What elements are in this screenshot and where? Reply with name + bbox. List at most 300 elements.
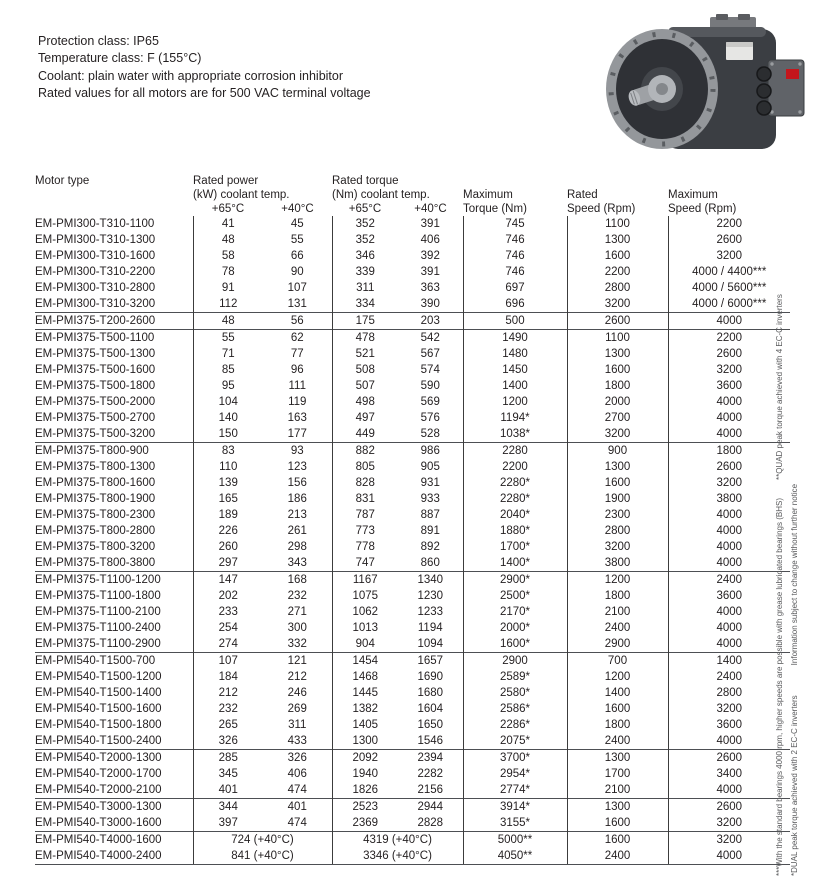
max-speed-cell: 2600 [668, 459, 790, 475]
rated-speed-cell: 2700 [567, 410, 668, 426]
power-65-cell: 41 [193, 216, 263, 232]
power-40-cell: 96 [290, 364, 304, 376]
power-65-cell: 48 [193, 313, 263, 330]
torque-40-cell: 528 [420, 428, 440, 440]
motor-type-cell: EM-PMI540-T2000-1700 [35, 768, 162, 780]
power-40-cell: 123 [287, 461, 307, 473]
power-40-cell: 66 [290, 250, 304, 262]
motor-type-cell: EM-PMI300-T310-1300 [35, 234, 156, 246]
power-65-cell: 202 [193, 588, 263, 604]
torque-merged-cell: 3346 (+40°C) [332, 848, 463, 865]
table-row [35, 717, 790, 733]
max-speed-cell: 1400 [668, 653, 790, 670]
table-row [35, 264, 790, 280]
max-speed-cell: 3200 [668, 815, 790, 832]
power-40-cell: 271 [287, 606, 307, 618]
motor-type-cell: EM-PMI540-T4000-2400 [35, 848, 193, 865]
rated-speed-cell: 1300 [567, 459, 668, 475]
max-speed-cell: 4000 [668, 636, 790, 653]
rated-speed-cell: 2400 [567, 733, 668, 750]
motor-type-cell: EM-PMI375-T800-3800 [35, 557, 156, 569]
motor-type-cell: EM-PMI540-T2000-2100 [35, 784, 162, 796]
power-40-cell: 107 [287, 282, 307, 294]
torque-40-cell: 1604 [417, 703, 444, 715]
max-torque-cell: 1450 [463, 362, 567, 378]
motor-type-cell: EM-PMI375-T500-3200 [35, 428, 156, 440]
footnote-column-1 [775, 294, 785, 876]
rated-speed-cell: 1900 [567, 491, 668, 507]
torque-65-cell: 508 [332, 362, 398, 378]
rated-speed-cell: 2400 [567, 620, 668, 636]
torque-65-cell: 1468 [332, 669, 398, 685]
table-row [35, 588, 790, 604]
table-row [35, 685, 790, 701]
motor-type-cell: EM-PMI375-T1100-1800 [35, 590, 161, 602]
max-torque-cell: 2774* [463, 782, 567, 799]
power-65-cell: 297 [193, 555, 263, 572]
rated-speed-cell: 1300 [567, 346, 668, 362]
col-subheader-torque-unit: (Nm) coolant temp. [332, 189, 430, 201]
power-65-cell: 344 [193, 799, 263, 816]
max-speed-cell: 4000 [668, 555, 790, 572]
max-speed-cell: 4000 [668, 410, 790, 426]
max-speed-cell: 1800 [668, 443, 790, 460]
max-speed-cell: 4000 [668, 523, 790, 539]
table-row [35, 491, 790, 507]
table-row [35, 330, 790, 347]
motor-type-cell: EM-PMI375-T500-1800 [35, 380, 156, 392]
max-torque-cell: 2040* [463, 507, 567, 523]
motor-product-photo [598, 12, 813, 167]
table-row [35, 572, 790, 589]
max-speed-cell: 4000 [668, 848, 790, 865]
max-speed-cell: 3600 [668, 378, 790, 394]
torque-40-cell: 1650 [417, 719, 444, 731]
max-speed-cell: 2400 [668, 669, 790, 685]
table-row [35, 475, 790, 491]
rated-speed-cell: 1600 [567, 475, 668, 491]
torque-65-cell: 882 [332, 443, 398, 460]
max-torque-cell: 3914* [463, 799, 567, 816]
motor-hub-center [656, 83, 668, 95]
torque-65-cell: 497 [332, 410, 398, 426]
motor-type-cell: EM-PMI375-T800-1900 [35, 493, 156, 505]
table-row [35, 701, 790, 717]
torque-40-cell: 2156 [417, 784, 444, 796]
max-torque-cell: 2075* [463, 733, 567, 750]
max-speed-cell: 3200 [668, 832, 790, 849]
power-65-cell: 71 [193, 346, 263, 362]
max-torque-cell: 2500* [463, 588, 567, 604]
table-row [35, 426, 790, 443]
table-row [35, 378, 790, 394]
torque-65-cell: 787 [332, 507, 398, 523]
power-65-cell: 345 [193, 766, 263, 782]
torque-40-cell: 576 [420, 412, 440, 424]
table-row [35, 848, 790, 865]
torque-40-cell: 203 [398, 313, 463, 330]
power-65-cell: 254 [193, 620, 263, 636]
motor-type-cell: EM-PMI375-T1100-1200 [35, 572, 193, 589]
torque-65-cell: 831 [332, 491, 398, 507]
table-row [35, 555, 790, 572]
rated-speed-cell: 2800 [567, 280, 668, 296]
power-40-cell: 232 [287, 590, 307, 602]
rated-speed-cell: 2100 [567, 604, 668, 620]
max-torque-cell: 1038* [463, 426, 567, 443]
rated-speed-cell: 3800 [567, 555, 668, 572]
motor-illustration [598, 12, 813, 167]
power-40-cell: 401 [263, 799, 332, 816]
footnote-column-2 [790, 484, 800, 876]
motor-type-cell: EM-PMI540-T1500-1600 [35, 703, 162, 715]
motor-type-cell: EM-PMI375-T800-2800 [35, 525, 156, 537]
power-65-cell: 104 [193, 394, 263, 410]
col-header-power-40: +40°C [281, 203, 314, 215]
temperature-class-line: Temperature class: F (155°C) [38, 51, 202, 66]
motor-junction-box [757, 60, 804, 116]
max-torque-cell: 746 [463, 264, 567, 280]
table-row [35, 832, 790, 849]
power-40-cell: 45 [290, 218, 304, 230]
power-40-cell: 55 [290, 234, 304, 246]
torque-65-cell: 1167 [332, 572, 398, 589]
rated-speed-cell: 2400 [567, 848, 668, 865]
col-header-rated-torque: Rated torque [332, 175, 399, 187]
torque-40-cell: 931 [420, 477, 440, 489]
torque-65-cell: 747 [332, 555, 398, 572]
rated-speed-cell: 1100 [567, 330, 668, 347]
max-torque-cell: 3155* [463, 815, 567, 832]
table-row [35, 799, 790, 816]
power-65-cell: 55 [193, 330, 263, 347]
table-row [35, 766, 790, 782]
torque-40-cell: 542 [398, 330, 463, 347]
rated-speed-cell: 1600 [567, 815, 668, 832]
rated-speed-cell: 1300 [567, 232, 668, 248]
torque-40-cell: 1546 [417, 735, 444, 747]
max-torque-cell: 2586* [463, 701, 567, 717]
max-torque-cell: 1400* [463, 555, 567, 572]
rated-speed-cell: 1300 [567, 799, 668, 816]
max-speed-cell: 2600 [668, 346, 790, 362]
rated-speed-cell: 2100 [567, 782, 668, 799]
footnote-bearings: ***With the standard bearings 4000 rpm, higher speeds are possible with grease lubricated bearings (BHS) [775, 498, 784, 876]
max-torque-cell: 500 [463, 313, 567, 330]
torque-40-cell: 986 [398, 443, 463, 460]
power-40-cell: 298 [287, 541, 307, 553]
max-speed-cell: 3600 [668, 717, 790, 733]
max-speed-cell: 4000 / 4400*** [668, 264, 790, 280]
table-row [35, 296, 790, 313]
rated-speed-cell: 900 [567, 443, 668, 460]
max-speed-cell: 2200 [668, 216, 790, 232]
col-header-rated-speed-1: Rated [567, 189, 598, 201]
max-torque-cell: 2900 [463, 653, 567, 670]
motor-type-cell: EM-PMI540-T3000-1600 [35, 817, 162, 829]
max-torque-cell: 5000** [463, 832, 567, 849]
power-40-cell: 213 [287, 509, 307, 521]
rated-speed-cell: 1200 [567, 572, 668, 589]
torque-65-cell: 778 [332, 539, 398, 555]
power-65-cell: 139 [193, 475, 263, 491]
max-speed-cell: 4000 [668, 733, 790, 750]
power-65-cell: 189 [193, 507, 263, 523]
table-row [35, 815, 790, 832]
motor-type-cell: EM-PMI540-T3000-1300 [35, 799, 193, 816]
torque-40-cell: 905 [420, 461, 440, 473]
torque-65-cell: 175 [332, 313, 398, 330]
power-65-cell: 397 [193, 815, 263, 832]
rated-speed-cell: 1600 [567, 248, 668, 264]
power-65-cell: 83 [193, 443, 263, 460]
torque-40-cell: 390 [420, 298, 440, 310]
max-speed-cell: 4000 [668, 507, 790, 523]
power-merged-cell: 841 (+40°C) [193, 848, 332, 865]
footnote-dual: *DUAL peak torque achieved with 2 EC-C inverters [790, 695, 799, 876]
torque-40-cell: 2394 [398, 750, 463, 767]
power-40-cell: 168 [263, 572, 332, 589]
table-row [35, 669, 790, 685]
power-40-cell: 246 [287, 687, 307, 699]
table-row [35, 248, 790, 264]
col-header-max-torque-2: Torque (Nm) [463, 203, 527, 215]
spec-table-body [35, 216, 790, 865]
max-torque-cell: 2000* [463, 620, 567, 636]
power-65-cell: 78 [193, 264, 263, 280]
max-torque-cell: 2280 [463, 443, 567, 460]
power-65-cell: 401 [193, 782, 263, 799]
motor-spec-table-wrap [35, 174, 790, 865]
torque-65-cell: 1826 [332, 782, 398, 799]
max-speed-cell: 3600 [668, 588, 790, 604]
torque-40-cell: 1657 [398, 653, 463, 670]
torque-40-cell: 1680 [417, 687, 444, 699]
max-torque-cell: 2954* [463, 766, 567, 782]
power-65-cell: 226 [193, 523, 263, 539]
motor-type-cell: EM-PMI540-T4000-1600 [35, 832, 193, 849]
power-40-cell: 121 [263, 653, 332, 670]
max-torque-cell: 2200 [463, 459, 567, 475]
power-65-cell: 85 [193, 362, 263, 378]
motor-type-cell: EM-PMI540-T1500-1800 [35, 719, 162, 731]
max-torque-cell: 1400 [463, 378, 567, 394]
rated-values-line: Rated values for all motors are for 500 VAC terminal voltage [38, 86, 371, 101]
torque-40-cell: 1194 [417, 622, 443, 634]
torque-40-cell: 392 [420, 250, 440, 262]
rated-speed-cell: 1700 [567, 766, 668, 782]
rated-speed-cell: 2300 [567, 507, 668, 523]
torque-40-cell: 590 [420, 380, 440, 392]
torque-65-cell: 339 [332, 264, 398, 280]
rated-speed-cell: 2900 [567, 636, 668, 653]
power-40-cell: 326 [263, 750, 332, 767]
rated-speed-cell: 2200 [567, 264, 668, 280]
table-row [35, 733, 790, 750]
table-row [35, 523, 790, 539]
max-speed-cell: 4000 [668, 620, 790, 636]
max-speed-cell: 4000 [668, 539, 790, 555]
rated-speed-cell: 3200 [567, 539, 668, 555]
max-speed-cell: 2600 [668, 799, 790, 816]
max-speed-cell: 3400 [668, 766, 790, 782]
table-row [35, 750, 790, 767]
max-torque-cell: 1490 [463, 330, 567, 347]
motor-type-cell: EM-PMI375-T1100-2100 [35, 606, 161, 618]
torque-65-cell: 1382 [332, 701, 398, 717]
torque-merged-cell: 4319 (+40°C) [332, 832, 463, 849]
rated-speed-cell: 1300 [567, 750, 668, 767]
table-row [35, 216, 790, 232]
max-speed-cell: 4000 [668, 426, 790, 443]
power-40-cell: 156 [287, 477, 307, 489]
motor-type-cell: EM-PMI540-T2000-1300 [35, 750, 193, 767]
col-header-power-65: +65°C [211, 203, 245, 215]
max-torque-cell: 3700* [463, 750, 567, 767]
table-row [35, 782, 790, 799]
max-torque-cell: 2280* [463, 475, 567, 491]
max-speed-cell: 4000 [668, 604, 790, 620]
rated-speed-cell: 1600 [567, 362, 668, 378]
max-speed-cell: 3800 [668, 491, 790, 507]
rated-speed-cell: 2800 [567, 523, 668, 539]
max-speed-cell: 4000 [668, 394, 790, 410]
power-40-cell: 261 [287, 525, 307, 537]
power-65-cell: 147 [193, 572, 263, 589]
torque-40-cell: 406 [420, 234, 440, 246]
col-header-max-speed-1: Maximum [668, 189, 718, 201]
footnote-disclaimer: Information subject to change without further notice [790, 483, 799, 666]
table-row [35, 410, 790, 426]
torque-40-cell: 574 [420, 364, 440, 376]
power-40-cell: 186 [287, 493, 307, 505]
max-torque-cell: 1700* [463, 539, 567, 555]
table-row [35, 459, 790, 475]
power-40-cell: 77 [290, 348, 304, 360]
col-header-rated-power: Rated power [193, 175, 259, 187]
power-40-cell: 300 [287, 622, 307, 634]
torque-65-cell: 1062 [332, 604, 398, 620]
power-merged-cell: 724 (+40°C) [193, 832, 332, 849]
torque-65-cell: 346 [332, 248, 398, 264]
max-speed-cell: 4000 [668, 313, 790, 330]
torque-65-cell: 1013 [332, 620, 398, 636]
max-speed-cell: 3200 [668, 362, 790, 378]
torque-65-cell: 478 [332, 330, 398, 347]
table-row [35, 539, 790, 555]
table-row [35, 346, 790, 362]
motor-type-cell: EM-PMI300-T310-1600 [35, 250, 156, 262]
power-65-cell: 150 [193, 426, 263, 443]
table-row [35, 620, 790, 636]
power-65-cell: 184 [193, 669, 263, 685]
max-speed-cell: 4000 / 6000*** [668, 296, 790, 313]
torque-65-cell: 352 [332, 232, 398, 248]
power-65-cell: 165 [193, 491, 263, 507]
power-65-cell: 212 [193, 685, 263, 701]
torque-65-cell: 773 [332, 523, 398, 539]
power-40-cell: 433 [287, 735, 307, 747]
max-torque-cell: 746 [463, 248, 567, 264]
power-65-cell: 58 [193, 248, 263, 264]
motor-type-cell: EM-PMI375-T200-2600 [35, 313, 193, 330]
max-speed-cell: 2600 [668, 232, 790, 248]
power-40-cell: 131 [287, 298, 307, 310]
power-65-cell: 110 [193, 459, 263, 475]
col-subheader-power-unit: (kW) coolant temp. [193, 189, 290, 201]
power-40-cell: 311 [288, 719, 307, 731]
spec-summary [38, 33, 371, 103]
motor-type-cell: EM-PMI540-T1500-1200 [35, 671, 162, 683]
spec-table-header [35, 174, 790, 216]
max-torque-cell: 1480 [463, 346, 567, 362]
rated-speed-cell: 2600 [567, 313, 668, 330]
col-header-torque-40: +40°C [414, 203, 447, 215]
motor-type-cell: EM-PMI375-T800-900 [35, 443, 193, 460]
torque-65-cell: 904 [332, 636, 398, 653]
torque-40-cell: 2944 [398, 799, 463, 816]
torque-65-cell: 805 [332, 459, 398, 475]
power-40-cell: 93 [263, 443, 332, 460]
power-65-cell: 285 [193, 750, 263, 767]
torque-65-cell: 1405 [332, 717, 398, 733]
torque-40-cell: 933 [420, 493, 440, 505]
table-row [35, 313, 790, 330]
motor-type-cell: EM-PMI300-T310-3200 [35, 298, 156, 310]
max-speed-cell: 3200 [668, 475, 790, 491]
power-65-cell: 232 [193, 701, 263, 717]
motor-type-cell: EM-PMI300-T310-2800 [35, 282, 156, 294]
torque-40-cell: 1094 [417, 638, 444, 650]
power-40-cell: 163 [287, 412, 307, 424]
rated-speed-cell: 3200 [567, 296, 668, 313]
motor-type-cell: EM-PMI375-T1100-2400 [35, 622, 161, 634]
torque-40-cell: 567 [420, 348, 440, 360]
table-row [35, 280, 790, 296]
rated-speed-cell: 700 [567, 653, 668, 670]
max-speed-cell: 4000 / 5600*** [668, 280, 790, 296]
max-torque-cell: 2280* [463, 491, 567, 507]
torque-40-cell: 1230 [417, 590, 444, 602]
max-torque-cell: 2589* [463, 669, 567, 685]
torque-65-cell: 507 [332, 378, 398, 394]
torque-65-cell: 521 [332, 346, 398, 362]
power-65-cell: 95 [193, 378, 263, 394]
torque-40-cell: 1233 [417, 606, 444, 618]
motor-type-cell: EM-PMI540-T1500-1400 [35, 687, 162, 699]
max-speed-cell: 2200 [668, 330, 790, 347]
table-row [35, 636, 790, 653]
torque-65-cell: 2369 [332, 815, 398, 832]
power-65-cell: 140 [193, 410, 263, 426]
motor-type-cell: EM-PMI375-T500-2700 [35, 412, 156, 424]
table-row [35, 394, 790, 410]
footnote-quad: **QUAD peak torque achieved with 4 EC-C inverters [775, 294, 784, 481]
max-speed-cell: 4000 [668, 782, 790, 799]
torque-40-cell: 887 [420, 509, 440, 521]
table-row [35, 604, 790, 620]
power-65-cell: 274 [193, 636, 263, 653]
max-torque-cell: 696 [463, 296, 567, 313]
power-40-cell: 332 [287, 638, 307, 650]
motor-type-cell: EM-PMI375-T800-1300 [35, 461, 156, 473]
power-40-cell: 90 [290, 266, 304, 278]
max-speed-cell: 2800 [668, 685, 790, 701]
max-speed-cell: 2600 [668, 750, 790, 767]
motor-type-cell: EM-PMI375-T500-1100 [35, 330, 193, 347]
power-40-cell: 474 [287, 784, 307, 796]
rated-speed-cell: 1400 [567, 685, 668, 701]
